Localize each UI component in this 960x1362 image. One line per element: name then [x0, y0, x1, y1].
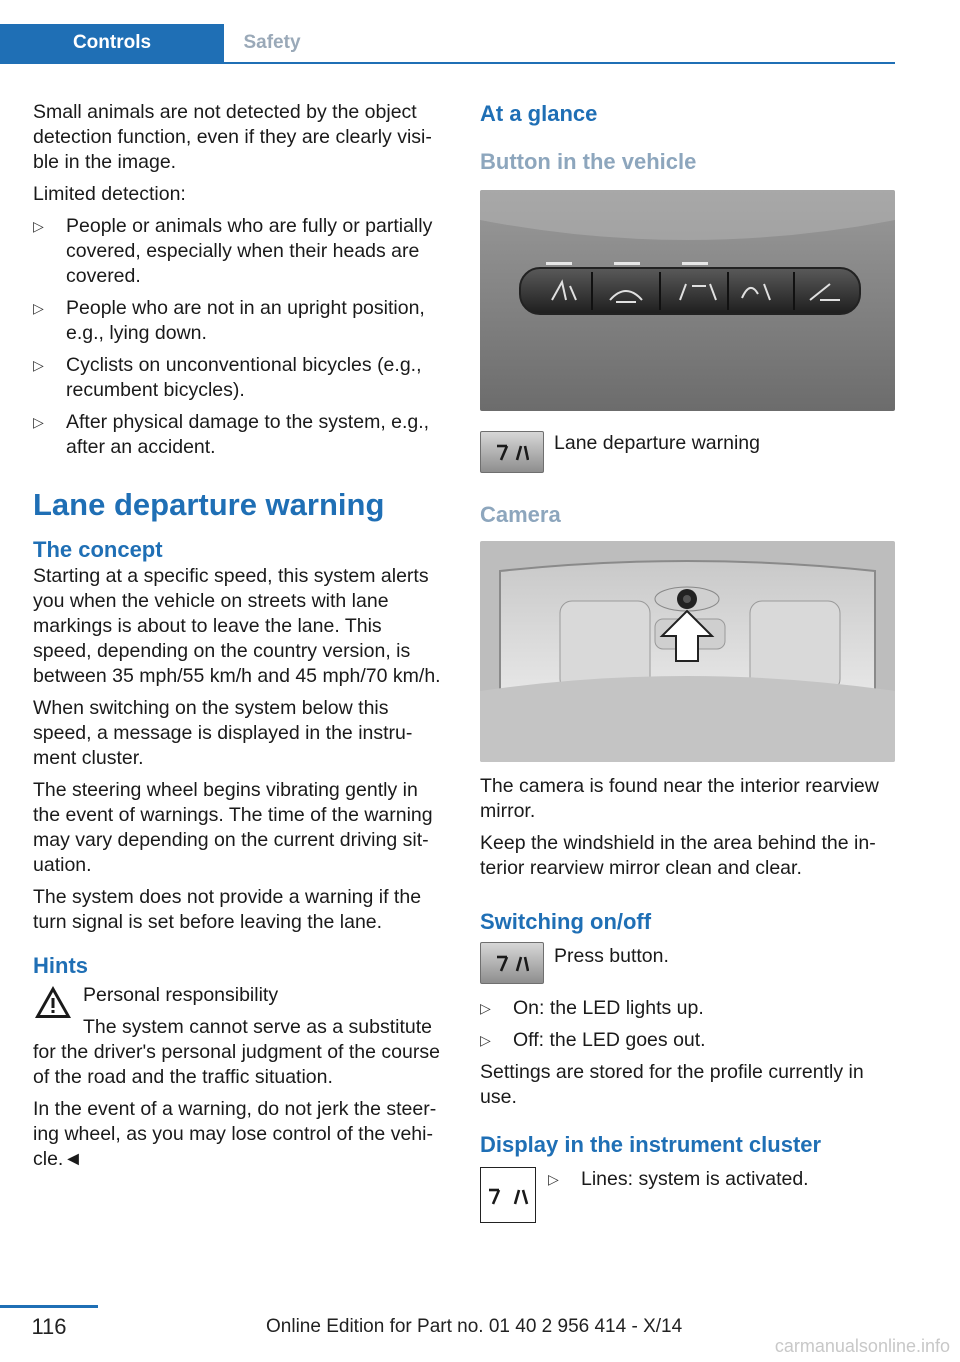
heading-the-concept: The concept: [33, 537, 163, 562]
paragraph-concept-4: The system does not provide a warning if the turn signal is set before leaving the lane.: [33, 886, 422, 933]
button-caption: Lane departure warning: [554, 432, 760, 454]
camera-paragraph-1: The camera is found near the interior rearview mirror.: [480, 775, 879, 822]
lane-lines-display-icon: [480, 1167, 536, 1223]
heading-display-instrument-cluster: Display in the instrument cluster: [480, 1132, 822, 1157]
switch-list: [480, 996, 895, 1053]
section-title-lane-departure: Lane departure warning: [33, 487, 385, 522]
lane-departure-button-icon: [480, 431, 544, 473]
list-item: ▷ People or animals who are fully or partially covered, especially when their heads are covered.: [33, 214, 443, 289]
button-panel-image: [480, 190, 895, 411]
paragraph-small-animals: Small animals are not detected by the object detection function, even if they are clearly visi-ble in the image.: [33, 101, 432, 173]
display-row: [480, 1167, 895, 1223]
paragraph-concept-3: The steering wheel begins vibrating gently in the event of warnings. The time of the warning may vary depending on the current driving sit-uation.: [33, 779, 433, 876]
warning-triangle-icon: [33, 983, 73, 1021]
watermark: carmanualsonline.info: [774, 1336, 950, 1356]
camera-paragraph-2: Keep the windshield in the area behind the in-terior rearview mirror clean and clear.: [480, 832, 876, 879]
hint-block: [33, 983, 443, 1090]
heading-switching-on-off: Switching on/off: [480, 909, 652, 934]
list-item: ▷ Lines: system is activated.: [548, 1167, 895, 1192]
lane-icon: [495, 953, 529, 975]
heading-at-a-glance: At a glance: [480, 101, 598, 126]
list-item: ▷ People who are not in an upright position, e.g., lying down.: [33, 296, 443, 346]
tab-safety[interactable]: Safety: [243, 32, 301, 53]
heading-button-in-vehicle: Button in the vehicle: [480, 149, 697, 174]
hint-paragraph-2: In the event of a warning, do not jerk the steer-ing wheel, as you may lose control of the vehi-cle.◄: [33, 1098, 437, 1170]
switch-caption: Press button.: [554, 945, 669, 967]
settings-paragraph: Settings are stored for the profile currently in use.: [480, 1061, 864, 1108]
lane-lines-icon: [481, 1168, 535, 1222]
limited-detection-list: [33, 214, 443, 460]
display-list: [480, 1167, 895, 1192]
switch-caption-row: [480, 942, 895, 988]
hint-paragraph-1: The system cannot serve as a substitute for the driver's personal judgment of the course of the road and the traffic situation.: [33, 1016, 440, 1088]
tab-controls[interactable]: Controls: [0, 24, 224, 62]
page-number: 116: [31, 1314, 67, 1339]
right-column: [480, 100, 895, 1223]
heading-camera: Camera: [480, 502, 561, 527]
camera-image: [480, 541, 895, 762]
paragraph-concept-1: Starting at a specific speed, this system alerts you when the vehicle on streets with lane markings is about to leave the lane. This speed, depending on the country version, is between 35 mph/55 km/h and 45 mph/70 km/h.: [33, 565, 441, 687]
list-item: ▷ Off: the LED goes out.: [480, 1028, 895, 1053]
button-panel-photo: [480, 190, 895, 411]
hint-title: Personal responsibility: [83, 984, 279, 1006]
edition-info: Online Edition for Part no. 01 40 2 956 414 - X/14: [266, 1316, 683, 1337]
left-column: [33, 100, 443, 1179]
footer-accent-line: [0, 1305, 98, 1308]
list-item: ▷ On: the LED lights up.: [480, 996, 895, 1021]
section-tabs: [0, 24, 895, 64]
camera-photo: [480, 541, 895, 762]
button-caption-row: [480, 431, 895, 475]
lane-departure-button-icon: [480, 942, 544, 984]
heading-hints: Hints: [33, 953, 88, 978]
list-item: ▷ After physical damage to the system, e.g., after an accident.: [33, 410, 443, 460]
paragraph-limited-detection: Limited detection:: [33, 183, 186, 205]
list-item: ▷ Cyclists on unconventional bicycles (e.g., recumbent bicycles).: [33, 353, 443, 403]
paragraph-concept-2: When switching on the system below this speed, a message is displayed in the instru-ment cluster.: [33, 697, 413, 769]
lane-icon: [495, 442, 529, 464]
